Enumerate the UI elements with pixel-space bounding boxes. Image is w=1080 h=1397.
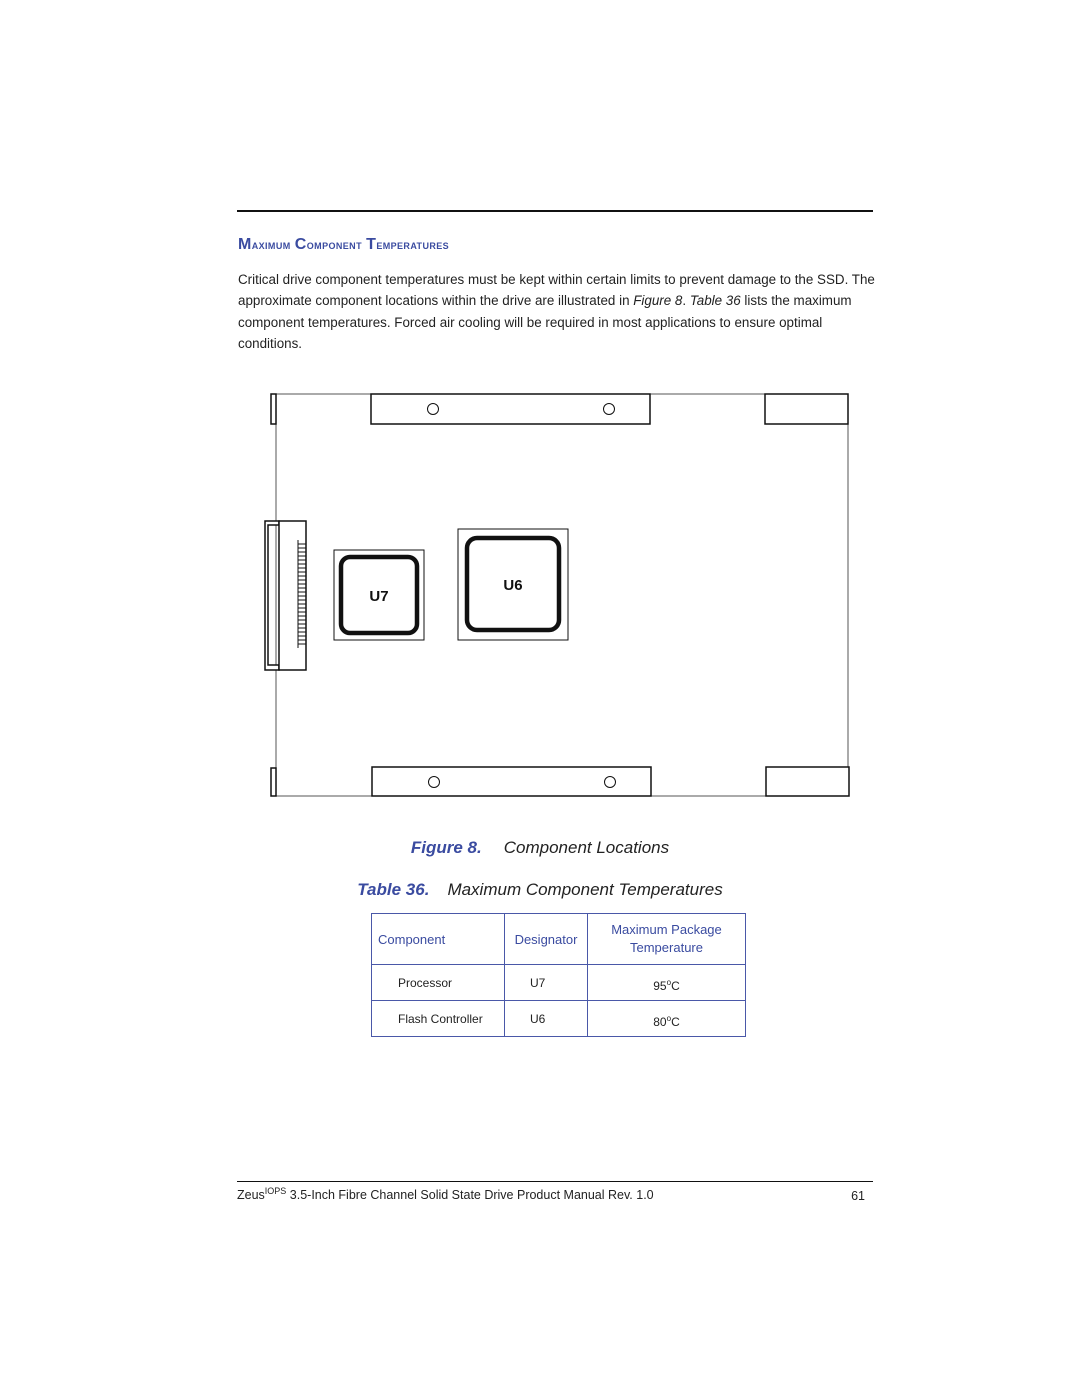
heading-cap-3: T [366, 236, 377, 253]
section-heading [238, 236, 449, 254]
figure-caption [0, 838, 1080, 858]
heading-word-3: emperatures [376, 237, 450, 252]
cell-designator: U6 [505, 1001, 588, 1037]
chip-u7-label: U7 [369, 588, 389, 605]
figure-caption-label: Figure 8. [410, 838, 482, 857]
temp-unit: C [671, 1015, 680, 1029]
page-number: 61 [851, 1189, 865, 1203]
heading-word-1: aximum [251, 237, 291, 252]
header-max-temp-line1: Maximum Package [611, 922, 722, 937]
cell-component: Processor [372, 965, 505, 1001]
temp-value: 80 [653, 1015, 667, 1029]
table-row [372, 1001, 746, 1037]
table-reference-link[interactable]: Table 36 [689, 293, 741, 309]
temp-degree: o [666, 1014, 672, 1023]
cell-designator: U7 [505, 965, 588, 1001]
table-header-row [372, 914, 746, 965]
temp-unit: C [671, 979, 680, 993]
chip-u6 [458, 529, 568, 640]
header-component: Component [372, 914, 505, 965]
cell-component: Flash Controller [372, 1001, 505, 1037]
chip-u6-label: U6 [503, 577, 523, 594]
header-max-temp [588, 914, 746, 965]
cell-max-temp [588, 1001, 746, 1037]
table-caption [0, 880, 1080, 900]
header-rule [237, 210, 873, 212]
footer-title: 3.5-Inch Fibre Channel Solid State Drive Product Manual Rev. 1.0 [286, 1188, 654, 1203]
table-caption-title: Maximum Component Temperatures [447, 880, 723, 899]
body-text-part1: Critical drive component temperatures must be kept within certain limits to prevent damage to the SSD. The approximate component locations within the drive are illustrated in [238, 272, 875, 309]
footer-rule [237, 1181, 873, 1182]
chip-u7 [334, 550, 424, 640]
footer-brand: Zeus [237, 1188, 265, 1203]
header-max-temp-line2: Temperature [630, 940, 703, 955]
heading-cap-2: C [294, 236, 307, 253]
figure-reference-link[interactable]: Figure 8 [633, 293, 683, 309]
table-caption-label: Table 36. [357, 880, 430, 899]
component-locations-diagram [262, 388, 854, 802]
body-paragraph [238, 269, 878, 354]
temperature-table [371, 913, 746, 1037]
temp-degree: o [666, 978, 672, 987]
figure-caption-title: Component Locations [503, 838, 670, 857]
cell-max-temp [588, 965, 746, 1001]
footer-brand-sup: IOPS [264, 1186, 287, 1196]
body-text-part3: lists the maximum component temperatures. Forced air cooling will be required in most applications to ensure optimal conditions. [238, 293, 852, 351]
body-text-part2: . [682, 293, 690, 309]
table-row [372, 965, 746, 1001]
page-footer [237, 1186, 865, 1202]
header-designator: Designator [505, 914, 588, 965]
heading-word-2: omponent [306, 237, 362, 252]
temp-value: 95 [653, 979, 667, 993]
heading-cap-1: M [238, 236, 252, 253]
